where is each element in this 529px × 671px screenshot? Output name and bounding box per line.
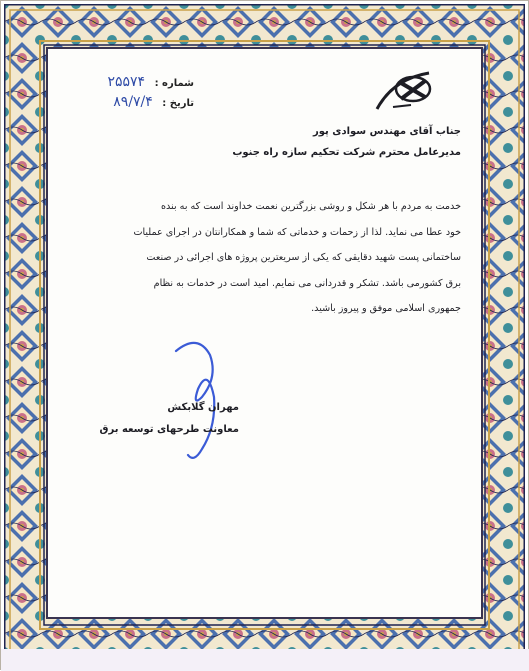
letter-content — [46, 47, 483, 619]
footer-strip — [1, 649, 529, 671]
recipient-block — [81, 121, 461, 163]
company-logo-icon — [373, 69, 435, 113]
body-line: جمهوری اسلامی موفق و پیروز باشید. — [311, 303, 461, 314]
letter-body — [61, 194, 461, 322]
letter-date-value: ۸۹/۷/۴ — [113, 94, 153, 110]
signer-name: مهران گلابکش — [167, 402, 239, 413]
recipient-name: جناب آقای مهندس سوادی پور — [313, 126, 461, 137]
letter-date-label: تاریخ : — [162, 98, 194, 109]
body-line: خدمت به مردم با هر شکل و روشی بزرگترین نعمت خداوند است که به بنده — [161, 201, 461, 212]
signer-title: معاونت طرحهای توسعه برق — [99, 424, 239, 435]
body-line: ساختمانی پست شهید دقایقی که یکی از سریعترین پروژه های اجرائی در صنعت — [146, 252, 461, 263]
signer-block — [79, 397, 239, 441]
body-line: برق کشورمی باشد. تشکر و قدردانی می نمایم. امید است در خدمات به نظام — [153, 277, 461, 289]
letter-meta — [84, 73, 194, 113]
letter-number-label: شماره : — [154, 78, 194, 89]
letter-date-row — [84, 93, 194, 113]
body-line: خود عطا می نماید. لذا از زحمات و خدماتی که شما و همکارانتان در اجرای عملیات — [133, 226, 461, 238]
recipient-title: مدیرعامل محترم شرکت تحکیم سازه راه جنوب — [232, 147, 461, 158]
letter-number-row — [84, 73, 194, 93]
letter-number-value: ۲۵۵۷۴ — [107, 74, 146, 90]
